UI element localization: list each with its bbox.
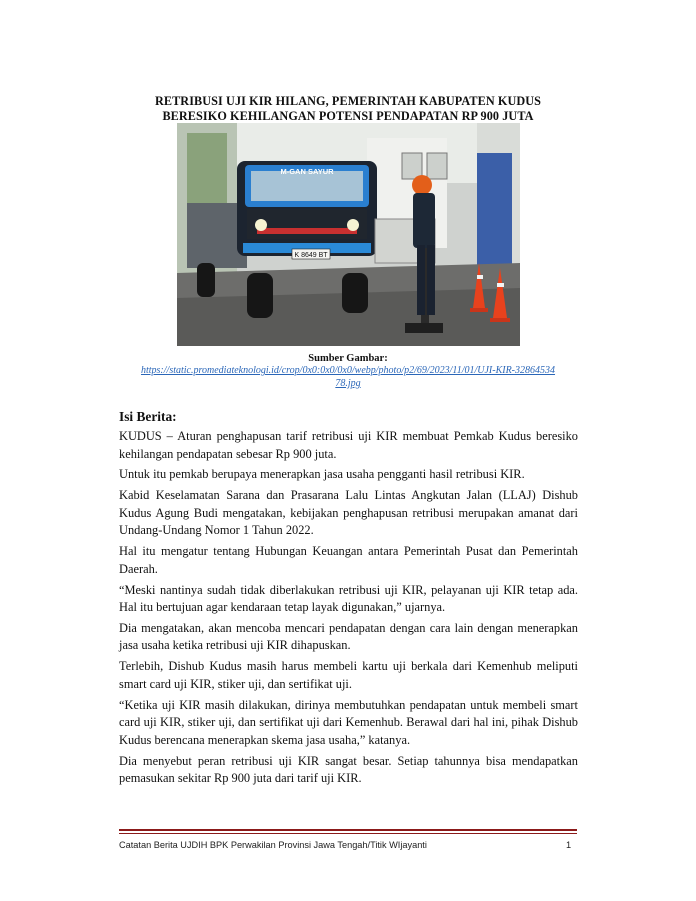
paragraph: Dia mengatakan, akan mencoba mencari pendapatan dengan cara lain dengan menerapkan jasa usaha ketika retribusi uji KIR dihapuskan. (119, 620, 578, 653)
truck-sign: M-GAN SAYUR (280, 167, 334, 176)
news-photo (177, 123, 520, 346)
paragraph: Terlebih, Dishub Kudus masih harus membeli kartu uji berkala dari Kemenhub meliputi smart card uji KIR, stiker uji, dan sertifikat uji. (119, 659, 578, 691)
paragraph: “Ketika uji KIR masih dilakukan, dirinya membutuhkan pendapatan untuk membeli smart card uji KIR, stiker uji, dan sertifikat uji dari Kemenhub. Berawal dari hal ini, pihak Dishub Kudus berencana menerapkan skema jasa usaha,” katanya. (119, 697, 578, 747)
paragraph: KUDUS – Aturan penghapusan tarif retribusi uji KIR membuat Pemkab Kudus beresiko kehilangan pendapatan sebesar Rp 900 juta. (119, 429, 578, 461)
footer-divider-thick (119, 829, 577, 831)
vehicle-test-photo (177, 123, 520, 346)
paragraph: Hal itu mengatur tentang Hubungan Keuangan antara Pemerintah Pusat dan Pemerintah Daerah. (119, 544, 578, 576)
image-source-label: Sumber Gambar: (308, 353, 388, 364)
image-source-link[interactable]: https://static.promediateknologi.id/crop/0x0:0x0/0x0/webp/photo/p2/69/2023/11/01/UJI-KIR-3286453478.jpg (140, 365, 556, 389)
footer-divider-thin (119, 833, 577, 834)
paragraph: Kabid Keselamatan Sarana dan Prasarana Lalu Lintas Angkutan Jalan (LLAJ) Dishub Kudus Agung Budi mengatakan, kebijakan penghapusan retribusi merupakan amanat dari Undang-Undang Nomor 1 Tahun 2022. (119, 488, 578, 538)
footer-text: Catatan Berita UJDIH BPK Perwakilan Provinsi Jawa Tengah/Titik WIjayanti (119, 840, 427, 850)
title-line-1: RETRIBUSI UJI KIR HILANG, PEMERINTAH KABUPATEN KUDUS (154, 94, 542, 108)
title-line-2: BERESIKO KEHILANGAN POTENSI PENDAPATAN RP 900 JUTA (162, 109, 534, 123)
content-heading: Isi Berita: (119, 409, 177, 424)
license-plate: K 8649 BT (294, 252, 328, 259)
paragraph: “Meski nantinya sudah tidak diberlakukan retribusi uji KIR, pelayanan uji KIR tetap ada. Hal itu bertujuan agar kendaraan tetap layak digunakan,” ujarnya. (119, 582, 578, 615)
page-number: 1 (566, 840, 572, 850)
paragraph: Untuk itu pemkab berupaya menerapkan jasa usaha pengganti hasil retribusi KIR. (119, 467, 525, 482)
paragraph: Dia menyebut peran retribusi uji KIR sangat besar. Setiap tahunnya bisa mendapatkan pemasukan sekitar Rp 900 juta dari tarif uji KIR. (119, 753, 578, 786)
document-title (100, 94, 596, 124)
article-body (119, 428, 578, 791)
